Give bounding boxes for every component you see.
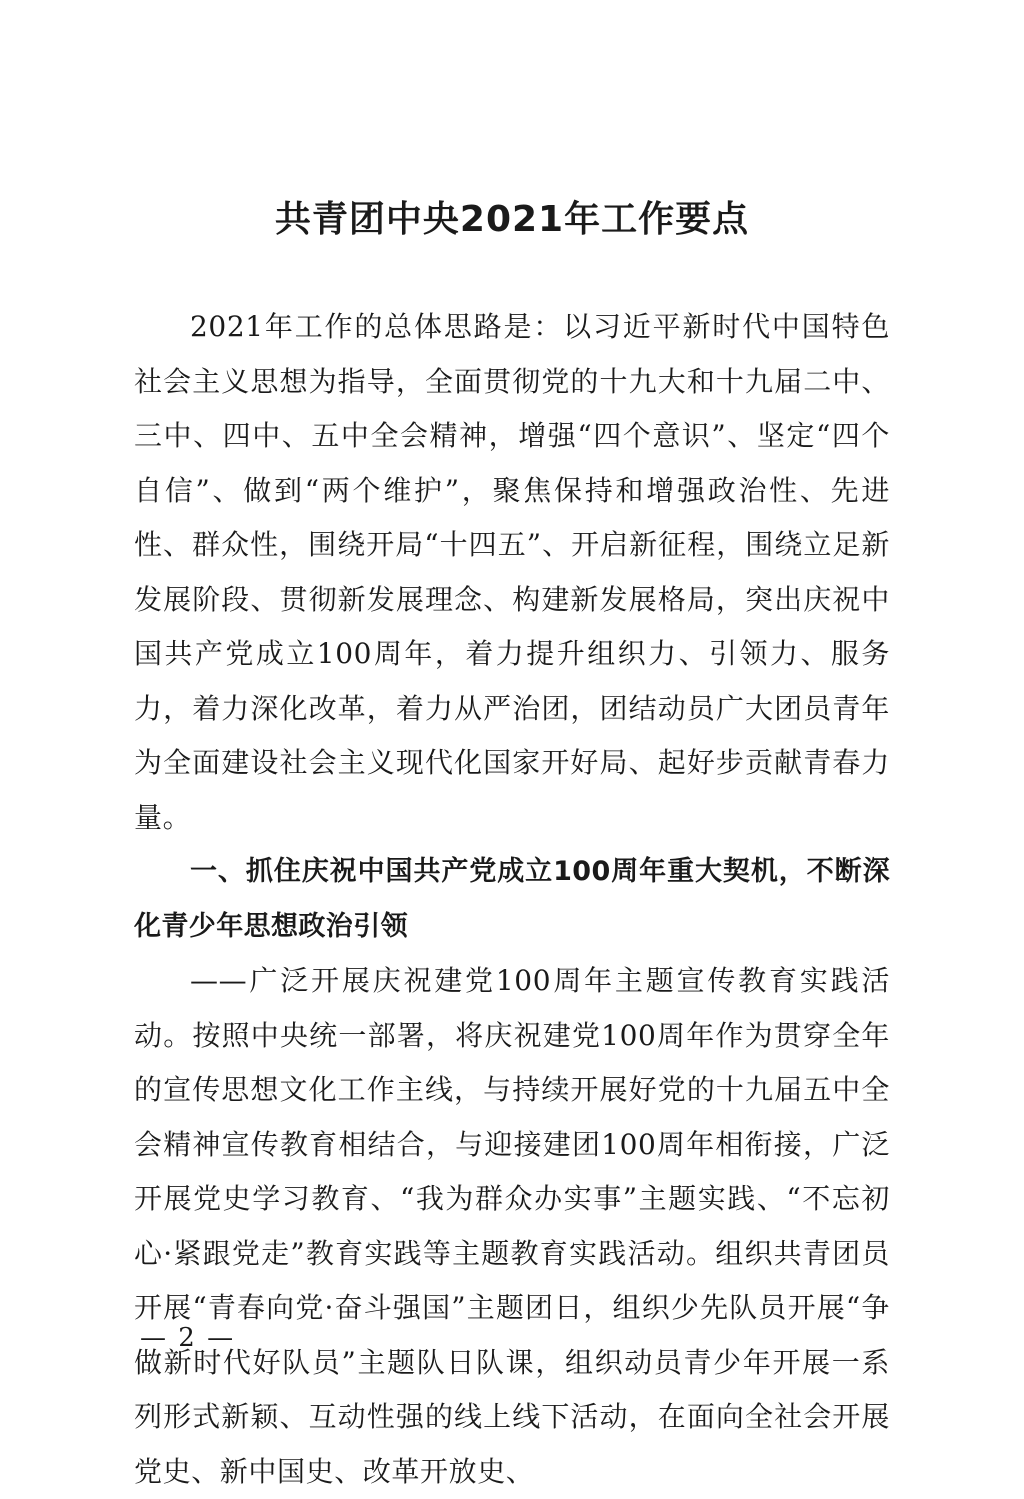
- section-heading: 一、抓住庆祝中国共产党成立100周年重大契机，不断深化青少年思想政治引领: [134, 856, 890, 942]
- section-paragraph: ——广泛开展庆祝建党100周年主题宣传教育实践活动。按照中央统一部署，将庆祝建党100周年作为贯穿全年的宣传思想文化工作主线，与持续开展好党的十九届五中全会精神宣传教育相结合，与迎接建团100周年相衔接，广泛开展党史学习教育、“我为群众办实事”主题实践、“不忘初心·紧跟党走”教育实践等主题教育实践活动。组织共青团员开展“青春向党·奋斗强国”主题团日，组织少先队员开展“争做新时代好队员”主题队日队课，组织动员青少年开展一系列形式新颖、互动性强的线上线下活动，在面向全社会开展党史、新中国史、改革开放史、: [134, 964, 890, 1488]
- intro-paragraph: 2021年工作的总体思路是：以习近平新时代中国特色社会主义思想为指导，全面贯彻党的十九大和十九届二中、三中、四中、五中全会精神，增强“四个意识”、坚定“四个自信”、做到“两个维护”，聚焦保持和增强政治性、先进性、群众性，围绕开局“十四五”、开启新征程，围绕立足新发展阶段、贯彻新发展理念、构建新发展格局，突出庆祝中国共产党成立100周年，着力提升组织力、引领力、服务力，着力深化改革，着力从严治团，团结动员广大团员青年为全面建设社会主义现代化国家开好局、起好步贡献青春力量。: [134, 310, 890, 834]
- document-title: 共青团中央2021年工作要点: [274, 199, 750, 240]
- document-body: [134, 300, 890, 1499]
- page-number: — 2 —: [140, 1323, 236, 1353]
